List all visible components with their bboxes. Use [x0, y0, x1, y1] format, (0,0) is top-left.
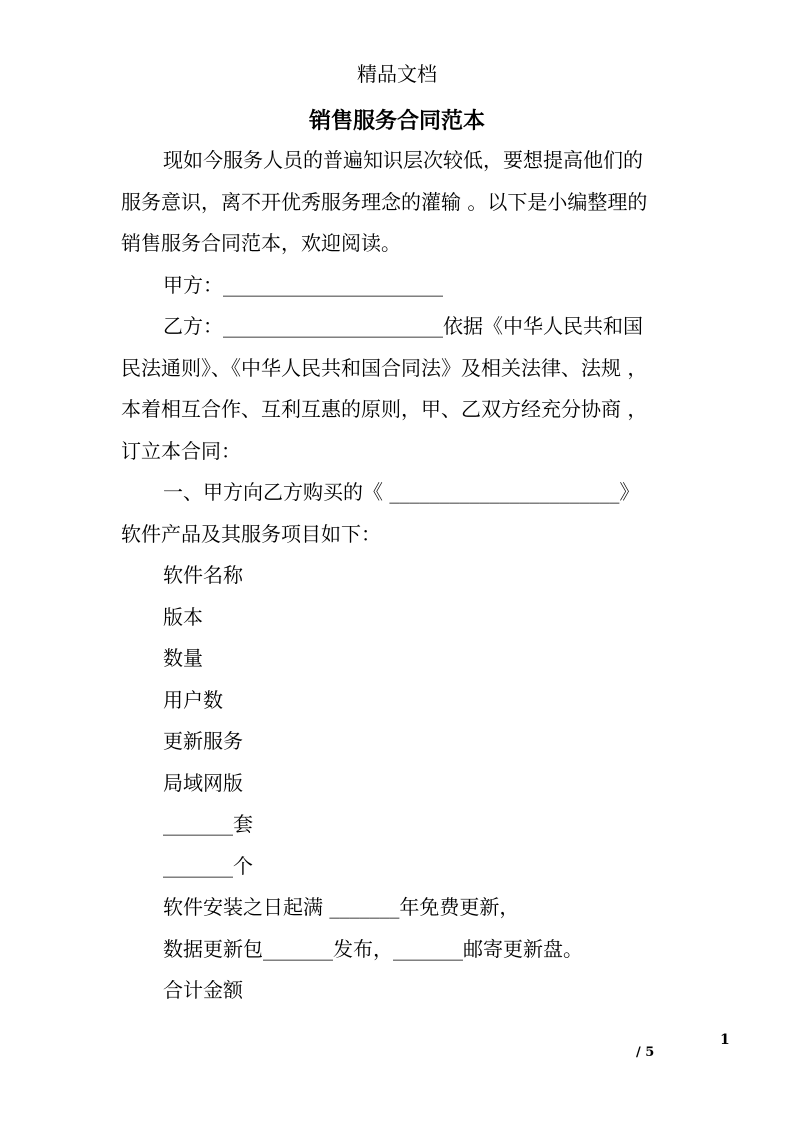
party-b-line: 乙方：______________________依据《中华人民共和国 — [163, 314, 643, 338]
party-a-line: 甲方：______________________ — [163, 272, 443, 297]
list-item: 软件安装之日起满 _______年免费更新， — [163, 895, 520, 919]
clause-one-line: 一、甲方向乙方购买的《 _______________________》 — [163, 480, 640, 504]
header-title: 精品文档 — [357, 62, 437, 86]
list-item: 数据更新包_______发布，_______邮寄更新盘。 — [163, 936, 583, 961]
body-line: 销售服务合同范本，欢迎阅读。 — [121, 231, 401, 255]
list-item: 更新服务 — [163, 729, 243, 753]
body-line: 现如今服务人员的普遍知识层次较低，要想提高他们的 — [163, 148, 643, 172]
body-line: 软件产品及其服务项目如下： — [121, 521, 381, 546]
document-body — [121, 140, 673, 1012]
list-item: _______套 — [163, 812, 253, 836]
list-item: 软件名称 — [163, 563, 243, 587]
list-item: 版本 — [163, 604, 203, 629]
page-number: 1 — [720, 1032, 730, 1048]
body-line: 民法通则》、《中华人民共和国合同法》及相关法律、法规 ， — [121, 355, 648, 380]
list-item: 数量 — [163, 646, 203, 670]
list-item: 合计金额 — [163, 978, 243, 1002]
list-item: 局域网版 — [163, 770, 243, 795]
body-line: 服务意识，离不开优秀服务理念的灌输 。以下是小编整理的 — [121, 189, 648, 214]
list-item: _______个 — [163, 853, 253, 878]
list-item: 用户数 — [163, 687, 223, 712]
body-line: 订立本合同： — [121, 438, 241, 463]
document-title: 销售服务合同范本 — [308, 108, 485, 134]
body-line: 本着相互合作、互利互惠的原则，甲、乙双方经充分协商 ， — [121, 397, 648, 421]
page-total: / 5 — [636, 1045, 655, 1060]
